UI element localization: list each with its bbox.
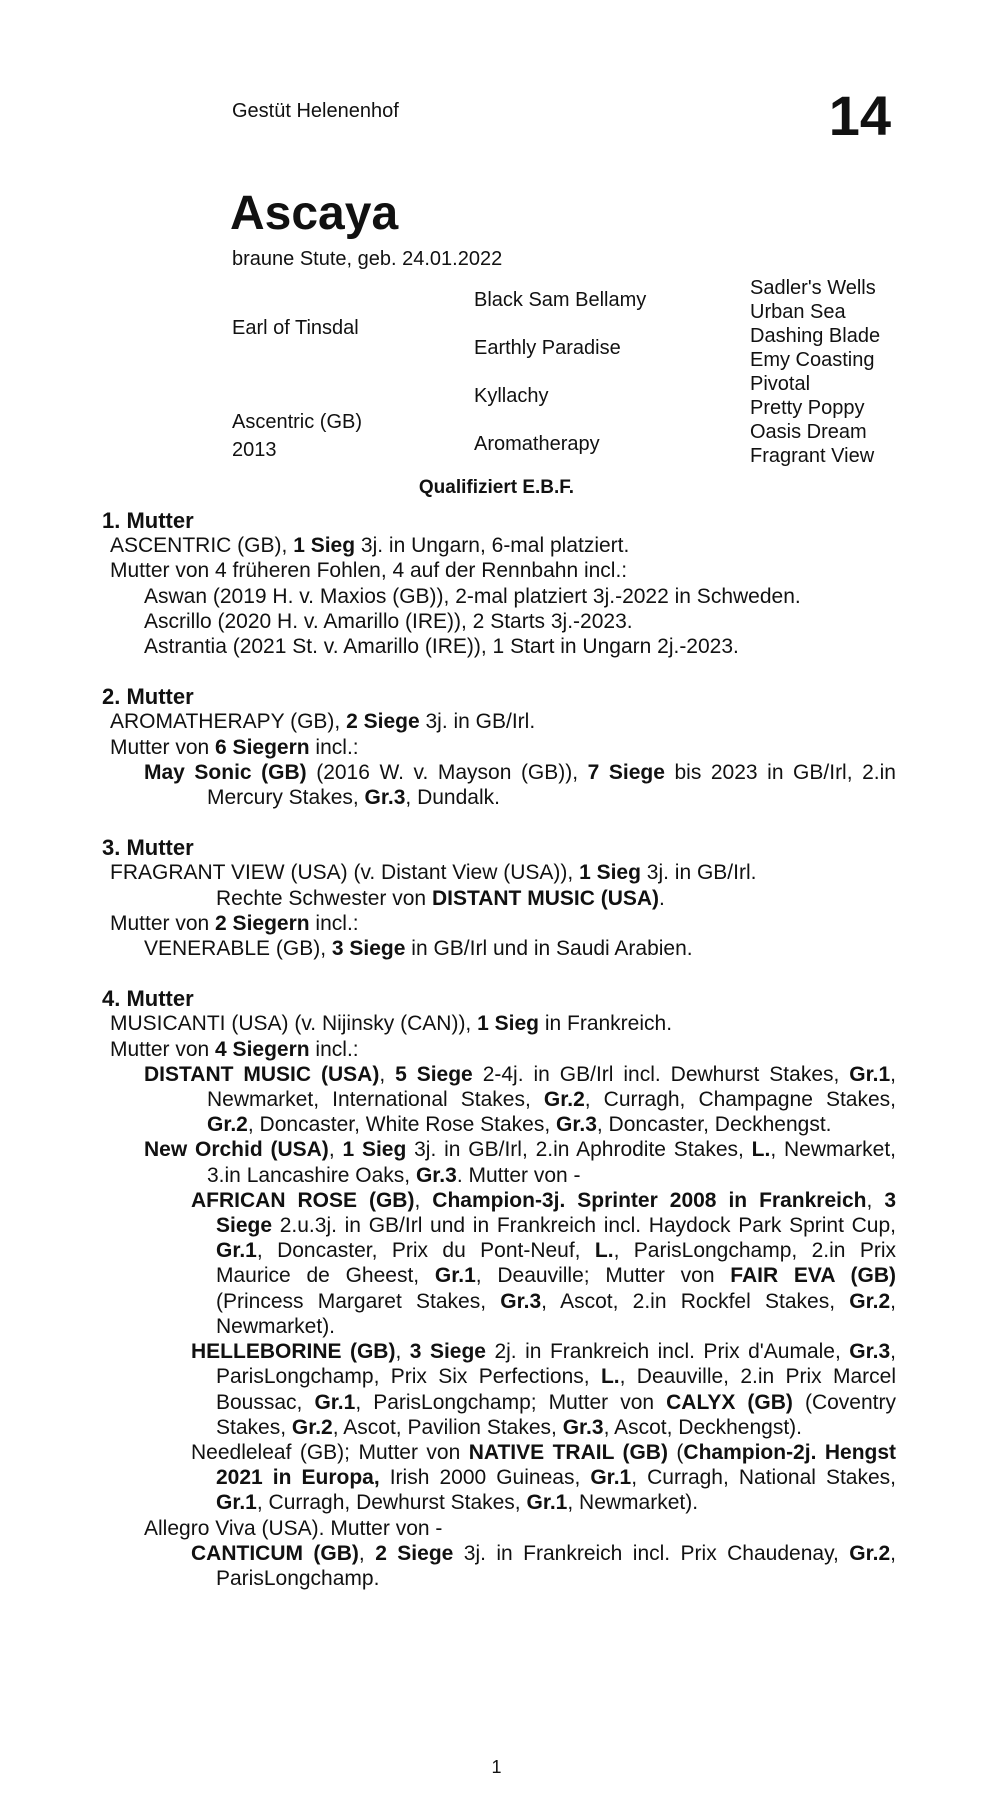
sibling-note: Rechte Schwester von DISTANT MUSIC (USA). (216, 886, 665, 910)
dam-record: AROMATHERAPY (GB), 2 Siege 3j. in GB/Irl. (110, 710, 536, 734)
ggp-8: Fragrant View (750, 445, 875, 467)
produce-entry: CANTICUM (GB), 2 Siege 3j. in Frankreich incl. Prix Chaudenay, Gr.2, ParisLongchamp. (191, 1541, 896, 1590)
ggp-1: Sadler's Wells (750, 277, 876, 299)
fourth-dam-section (102, 986, 896, 1591)
ggp-6: Pretty Poppy (750, 397, 865, 419)
produce-entry: Astrantia (2021 St. v. Amarillo (IRE)), 1 Start in Ungarn 2j.-2023. (144, 635, 739, 659)
produce-entry: Allegro Viva (USA). Mutter von - (144, 1516, 443, 1540)
section-heading: 1. Mutter (102, 508, 194, 533)
ggp-3: Dashing Blade (750, 325, 881, 347)
sire: Earl of Tinsdal (232, 317, 359, 339)
ggp-5: Pivotal (750, 373, 811, 395)
section-heading: 4. Mutter (102, 986, 194, 1012)
dam: Ascentric (GB) (232, 411, 363, 433)
produce-entry: DISTANT MUSIC (USA), 5 Siege 2-4j. in GB/Irl incl. Dewhurst Stakes, Gr.1, Newmarket, International Stakes, Gr.2, Curragh, Champagne Stakes, Gr.2, Doncaster, White Rose Stakes, Gr.3, Doncaster, Deckhengst. (144, 1062, 896, 1137)
dam-year: 2013 (232, 439, 277, 461)
dam-record: MUSICANTI (USA) (v. Nijinsky (CAN)), 1 Sieg in Frankreich. (110, 1012, 673, 1036)
produce-entry: Ascrillo (2020 H. v. Amarillo (IRE)), 2 Starts 3j.-2023. (144, 609, 633, 633)
dam-line (102, 508, 896, 1591)
produce-entry: VENERABLE (GB), 3 Siege in GB/Irl und in Saudi Arabien. (144, 937, 693, 961)
qualification: Qualifiziert E.B.F. (418, 477, 575, 498)
produce-entry: AFRICAN ROSE (GB), Champion-3j. Sprinter 2008 in Frankreich, 3 Siege 2.u.3j. in GB/Irl und in Frankreich incl. Haydock Park Sprint Cup, Gr.1, Doncaster, Prix du Pont-Neuf, L., ParisLongchamp, 2.in Prix Maurice de Gheest, Gr.1, Deauville; Mutter von FAIR EVA (GB) (Princess Margaret Stakes, Gr.3, Ascot, 2.in Rockfel Stakes, Gr.2, Newmarket). (191, 1188, 896, 1338)
dam-record: ASCENTRIC (GB), 1 Sieg 3j. in Ungarn, 6-mal platziert. (110, 534, 630, 558)
produce-summary: Mutter von 6 Siegern incl.: (110, 735, 359, 759)
produce-entry: HELLEBORINE (GB), 3 Siege 2j. in Frankreich incl. Prix d'Aumale, Gr.3, ParisLongchamp, Prix Six Perfections, L., Deauville, 2.in Prix Marcel Boussac, Gr.1, ParisLongchamp; Mutter von CALYX (GB) (Coventry Stakes, Gr.2, Ascot, Pavilion Stakes, Gr.3, Ascot, Deckhengst). (191, 1340, 896, 1439)
produce-entry: Needleleaf (GB); Mutter von NATIVE TRAIL (GB) (Champion-2j. Hengst 2021 in Europa, Irish 2000 Guineas, Gr.1, Curragh, National Stakes, Gr.1, Curragh, Dewhurst Stakes, Gr.1, Newmarket). (191, 1440, 897, 1515)
produce-entry: New Orchid (USA), 1 Sieg 3j. in GB/Irl, 2.in Aphrodite Stakes, L., Newmarket, 3.in Lancashire Oaks, Gr.3. Mutter von - (144, 1138, 896, 1187)
horse-description: braune Stute, geb. 24.01.2022 (232, 248, 503, 270)
consignor: Gestüt Helenenhof (232, 100, 399, 122)
ggp-4: Emy Coasting (750, 349, 875, 371)
dam-record: FRAGRANT VIEW (USA) (v. Distant View (USA)), 1 Sieg 3j. in GB/Irl. (110, 861, 757, 885)
page-number: 1 (491, 1757, 502, 1777)
first-dam-section (102, 508, 896, 659)
lot-number: 14 (828, 84, 891, 147)
dam-sire: Kyllachy (474, 385, 549, 407)
produce-entry: Aswan (2019 H. v. Maxios (GB)), 2-mal platziert 3j.-2022 in Schweden. (144, 584, 801, 608)
dam-dam: Aromatherapy (474, 433, 600, 455)
ggp-2: Urban Sea (750, 301, 846, 323)
sire-dam: Earthly Paradise (474, 337, 621, 359)
section-heading: 3. Mutter (102, 835, 194, 861)
horse-name: Ascaya (230, 187, 399, 240)
ggp-7: Oasis Dream (750, 421, 867, 443)
produce-summary: Mutter von 4 früheren Fohlen, 4 auf der Rennbahn incl.: (110, 559, 628, 583)
produce-summary: Mutter von 2 Siegern incl.: (110, 911, 359, 935)
second-dam-section (102, 684, 896, 810)
produce-entry: May Sonic (GB) (2016 W. v. Mayson (GB)), 7 Siege bis 2023 in GB/Irl, 2.in Mercury Stakes, Gr.3, Dundalk. (144, 760, 896, 810)
section-heading: 2. Mutter (102, 684, 194, 710)
sire-sire: Black Sam Bellamy (474, 289, 647, 311)
produce-summary: Mutter von 4 Siegern incl.: (110, 1037, 359, 1061)
third-dam-section (102, 835, 896, 961)
